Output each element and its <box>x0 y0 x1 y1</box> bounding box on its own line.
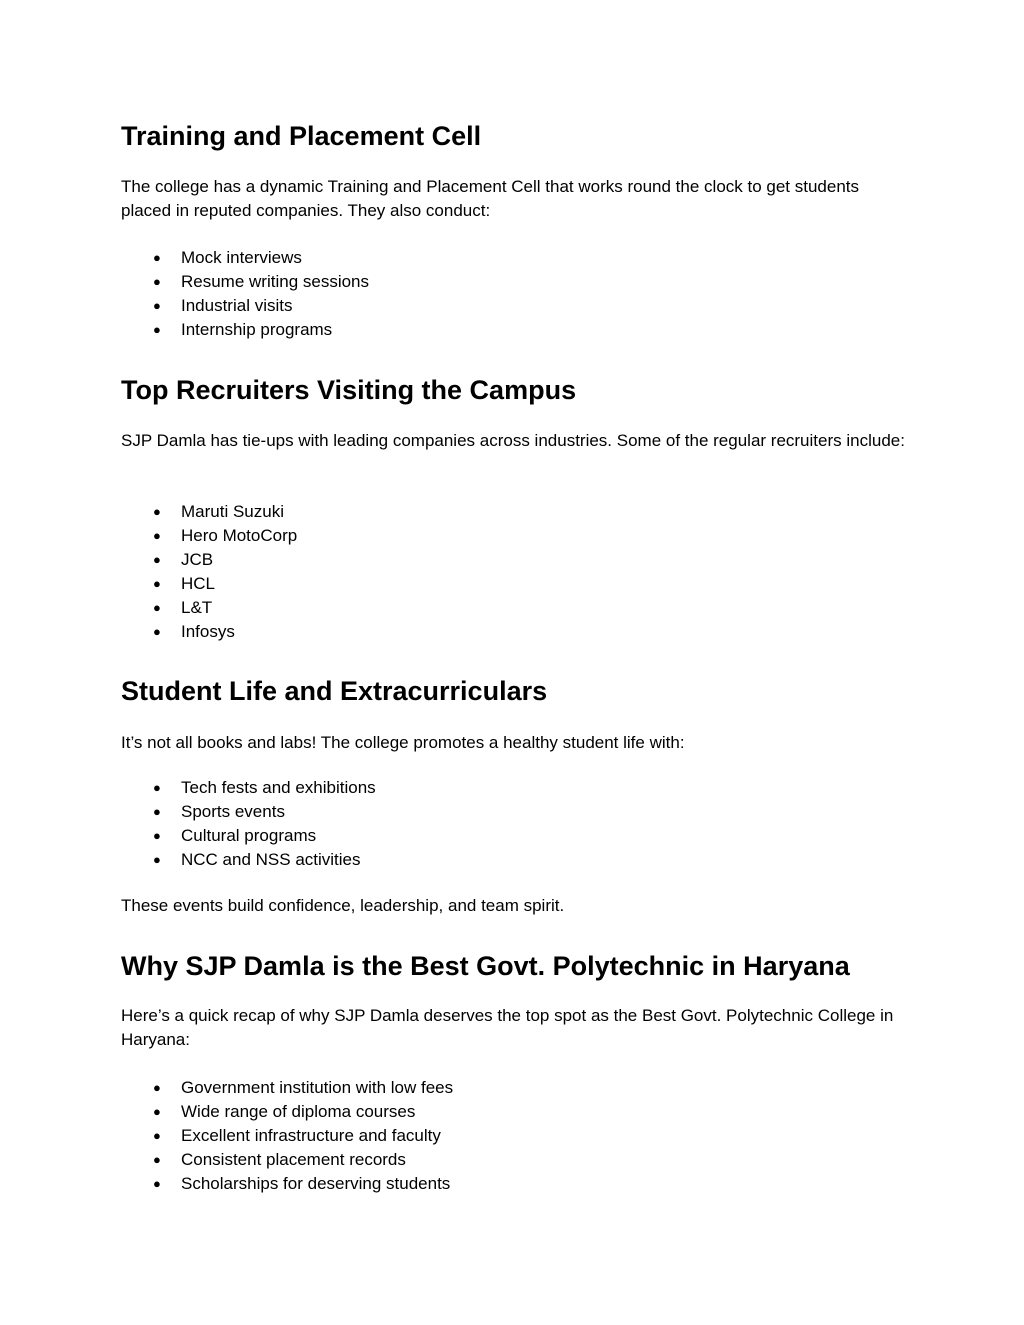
section-heading-training-placement: Training and Placement Cell <box>121 121 482 151</box>
list-item: ● Internship programs <box>121 318 369 342</box>
bullet-icon: ● <box>153 1128 161 1143</box>
list-item: ● Maruti Suzuki <box>121 500 297 524</box>
list-item: ● Government institution with low fees <box>121 1076 453 1100</box>
bullet-icon: ● <box>153 298 161 313</box>
list-item: ● HCL <box>121 572 297 596</box>
bullet-list-student-activities <box>121 776 376 872</box>
list-item: ● JCB <box>121 548 297 572</box>
bullet-icon: ● <box>153 504 161 519</box>
bullet-icon: ● <box>153 804 161 819</box>
bullet-list-recap <box>121 1076 453 1196</box>
list-item: ● Excellent infrastructure and faculty <box>121 1124 453 1148</box>
list-item: ● Tech fests and exhibitions <box>121 776 376 800</box>
bullet-icon: ● <box>153 780 161 795</box>
list-item: ● Scholarships for deserving students <box>121 1172 453 1196</box>
list-item: ● NCC and NSS activities <box>121 848 376 872</box>
section-intro-student-life: It’s not all books and labs! The college promotes a healthy student life with: <box>121 733 685 752</box>
bullet-icon: ● <box>153 600 161 615</box>
list-item: ● Infosys <box>121 620 297 644</box>
list-item: ● Consistent placement records <box>121 1148 453 1172</box>
list-item: ● Sports events <box>121 800 376 824</box>
section-heading-why-best: Why SJP Damla is the Best Govt. Polytechnic in Haryana <box>121 951 850 981</box>
bullet-icon: ● <box>153 274 161 289</box>
bullet-icon: ● <box>153 828 161 843</box>
list-item: ● L&T <box>121 596 297 620</box>
bullet-icon: ● <box>153 1176 161 1191</box>
list-item: ● Industrial visits <box>121 294 369 318</box>
list-item: ● Hero MotoCorp <box>121 524 297 548</box>
section-outro-student-life: These events build confidence, leadership, and team spirit. <box>121 896 565 915</box>
bullet-icon: ● <box>153 322 161 337</box>
list-item: ● Resume writing sessions <box>121 270 369 294</box>
bullet-list-recruiters <box>121 500 297 644</box>
bullet-icon: ● <box>153 624 161 639</box>
bullet-icon: ● <box>153 852 161 867</box>
section-heading-student-life: Student Life and Extracurriculars <box>121 676 548 706</box>
section-intro-why-best: Here’s a quick recap of why SJP Damla deserves the top spot as the Best Govt. Polytechnic College in Haryana: <box>121 1006 894 1049</box>
list-item: ● Wide range of diploma courses <box>121 1100 453 1124</box>
bullet-icon: ● <box>153 250 161 265</box>
list-item: ● Mock interviews <box>121 246 369 270</box>
section-heading-top-recruiters: Top Recruiters Visiting the Campus <box>121 375 577 405</box>
bullet-list-training-activities <box>121 246 369 342</box>
section-intro-training-placement: The college has a dynamic Training and Placement Cell that works round the clock to get students placed in reputed companies. They also conduct: <box>121 177 860 220</box>
bullet-icon: ● <box>153 528 161 543</box>
bullet-icon: ● <box>153 1080 161 1095</box>
bullet-icon: ● <box>153 1152 161 1167</box>
bullet-icon: ● <box>153 552 161 567</box>
bullet-icon: ● <box>153 1104 161 1119</box>
list-item: ● Cultural programs <box>121 824 376 848</box>
bullet-icon: ● <box>153 576 161 591</box>
section-intro-top-recruiters: SJP Damla has tie-ups with leading companies across industries. Some of the regular recruiters include: <box>121 431 905 450</box>
